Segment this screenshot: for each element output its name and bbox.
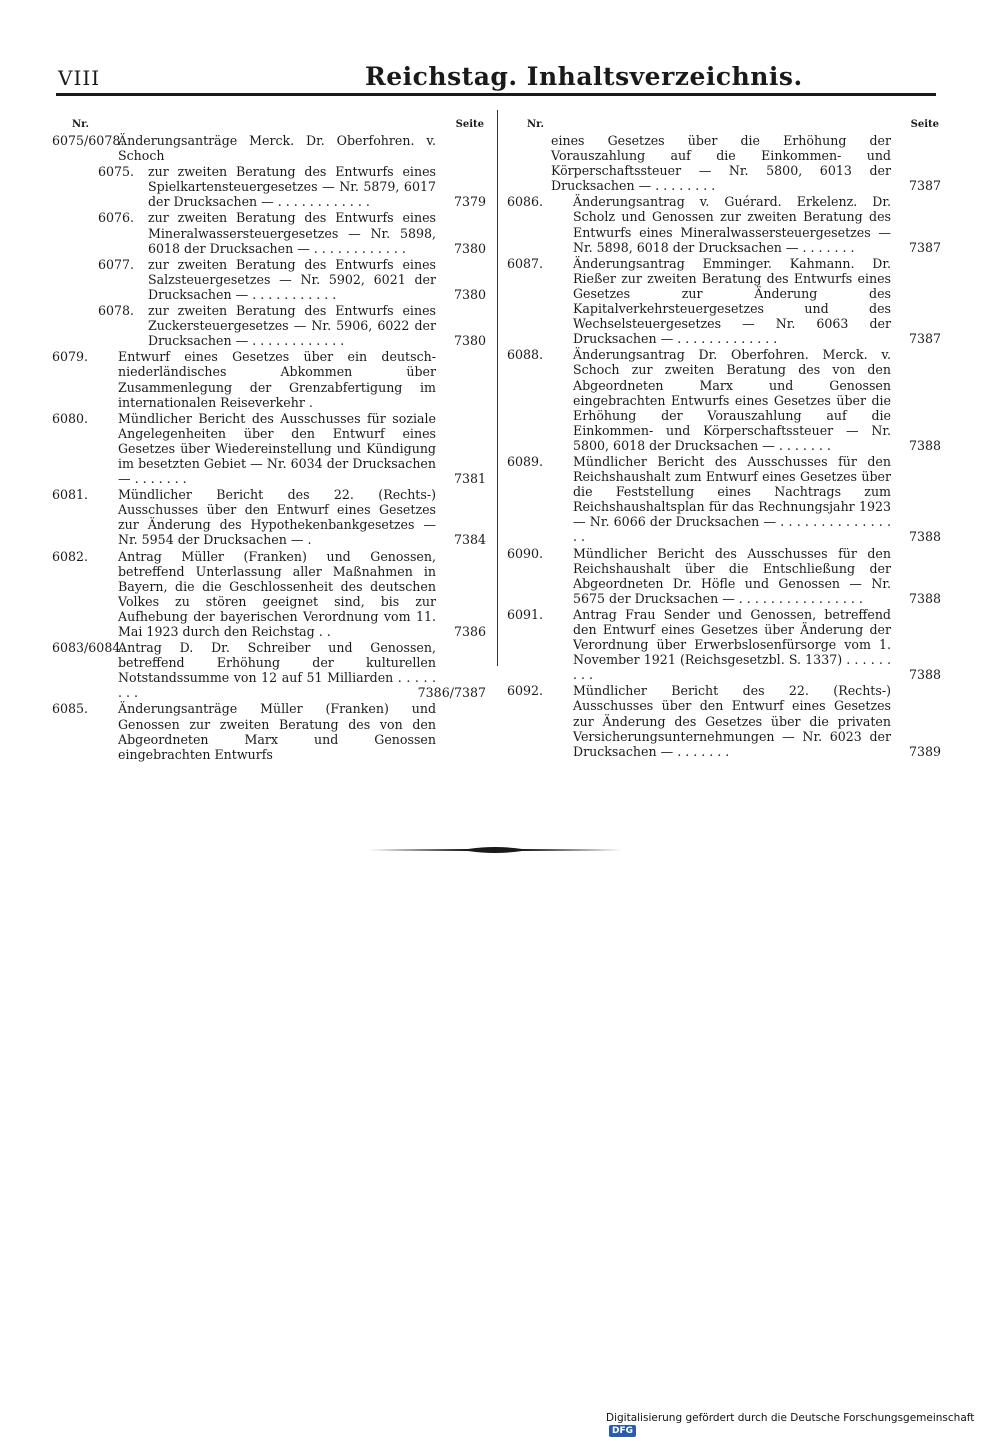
entry-number: 6085.: [52, 701, 89, 717]
nr-heading: Nr.: [72, 119, 89, 130]
entry-number: 6075.: [98, 164, 135, 180]
entry-text: Mündlicher Bericht des Ausschusses für soziale Angelegenheiten über den Entwurf eines Gesetzes über Wiedereinstellung und Kündigung im besetzten Gebiet — Nr. 6034 der Drucksachen — . . . . . . .: [118, 410, 436, 487]
toc-entry: [52, 701, 488, 761]
entry-page: 7380: [453, 286, 486, 302]
entry-number: 6082.: [52, 548, 89, 564]
entry-number: 6088.: [507, 347, 544, 363]
page-number: VIII: [58, 66, 101, 90]
entry-text: zur zweiten Beratung des Entwurfs eines Zuckersteuergesetzes — Nr. 5906, 6022 der Drucksachen — . . . . . . . . . . . .: [148, 303, 436, 349]
entry-text: Änderungsantrag Emminger. Kahmann. Dr. Rießer zur zweiten Beratung des Entwurfs eines Gesetzes zur Änderung des Kapitalverkehrsteuergesetzes und des Wechselsteuergesetzes — Nr. 6063 der Drucksachen — . . . . . . . . . . . . .: [573, 255, 891, 347]
entry-page: 7387: [908, 239, 941, 255]
entry-text: Mündlicher Bericht des 22. (Rechts-) Ausschusses über den Entwurf eines Gesetzes zur Änderung des Gesetzes über die privaten Versicherungsunternehmungen — Nr. 6023 der Drucksachen — . . . . . . .: [573, 683, 891, 759]
entry-text: Antrag Müller (Franken) und Genossen, betreffend Unterlassung aller Maßnahmen in Bayern, die die Geschlossenheit des deutschen Volkes zu stören geeignet sind, bis zur Aufhebung der bayerischen Verordnung vom 11. Mai 1923 durch den Reichstag . .: [118, 548, 436, 639]
dfg-logo: DFG: [609, 1425, 636, 1437]
entry-number: 6075/6078.: [52, 133, 125, 148]
left-column-heading: [52, 117, 488, 133]
entry-number: 6080.: [52, 410, 89, 426]
entry-number: 6092.: [507, 683, 544, 699]
entry-text: Antrag Frau Sender und Genossen, betreffend den Entwurf eines Gesetzes über Änderung der Verordnung über Erwerbslosenfürsorge vom 1. November 1921 (Reichsgesetzbl. S. 1337) . . . . . . . . .: [573, 606, 891, 683]
entry-page: 7379: [453, 194, 486, 210]
seite-heading: Seite: [455, 119, 484, 130]
left-entries: [52, 133, 488, 762]
toc-entry: [507, 256, 943, 347]
entry-number: 6090.: [507, 545, 544, 561]
entry-page: 7387: [908, 331, 941, 347]
column-divider: [497, 110, 498, 666]
toc-entry: [52, 549, 488, 640]
toc-entry: [52, 133, 488, 163]
toc-entry: [52, 257, 488, 302]
entry-text: zur zweiten Beratung des Entwurfs eines Spielkartensteuergesetzes — Nr. 5879, 6017 der Drucksachen — . . . . . . . . . . . .: [148, 164, 436, 210]
entry-page: 7381: [453, 471, 486, 487]
footer-text: Digitalisierung gefördert durch die Deutsche Forschungsgemeinschaft: [606, 1412, 975, 1424]
running-title: Reichstag. Inhaltsverzeichnis.: [365, 62, 803, 91]
entry-number: 6091.: [507, 606, 544, 622]
entry-page: 7386/7387: [417, 685, 486, 701]
entry-page: 7388: [908, 590, 941, 606]
entry-text: eines Gesetzes über die Erhöhung der Vorauszahlung auf die Einkommen- und Körperschaftssteuer — Nr. 5800, 6013 der Drucksachen — . . . . . . . .: [551, 133, 891, 194]
nr-heading: Nr.: [527, 119, 544, 130]
toc-entry: [52, 303, 488, 348]
toc-entry: [507, 194, 943, 254]
entry-number: 6079.: [52, 349, 89, 365]
entry-page: 7384: [453, 532, 486, 548]
entry-page: 7387: [908, 178, 941, 194]
entry-page: 7388: [908, 529, 941, 545]
entry-number: 6083/6084.: [52, 640, 125, 656]
entry-number: 6087.: [507, 255, 544, 271]
toc-entry: [52, 487, 488, 547]
toc-entry: [52, 164, 488, 209]
entry-text: Entwurf eines Gesetzes über ein deutsch-niederländisches Abkommen über Zusammenlegung der Grenzabfertigung im internationalen Reiseverkehr .: [118, 349, 436, 410]
entry-number: 6086.: [507, 194, 544, 210]
entry-number: 6076.: [98, 210, 135, 226]
right-column: [507, 117, 943, 760]
entry-text: Antrag D. Dr. Schreiber und Genossen, betreffend Erhöhung der kulturellen Notstandssumme von 12 auf 51 Milliarden . . . . . . . .: [118, 640, 436, 701]
entry-number: 6077.: [98, 256, 135, 272]
entry-page: 7380: [453, 333, 486, 349]
toc-entry: [507, 454, 943, 545]
toc-entry: [507, 133, 943, 193]
toc-entry: [507, 607, 943, 682]
entry-text: zur zweiten Beratung des Entwurfs eines Salzsteuergesetzes — Nr. 5902, 6021 der Drucksachen — . . . . . . . . . . .: [148, 256, 436, 302]
entry-text: Änderungsantrag v. Guérard. Erkelenz. Dr. Scholz und Genossen zur zweiten Beratung des Entwurfs eines Mineralwassersteuergesetzes — Nr. 5898, 6018 der Drucksachen — . . . . . . .: [573, 194, 891, 255]
seite-heading: Seite: [910, 119, 939, 130]
right-column-heading: [507, 117, 943, 133]
entry-page: 7388: [908, 437, 941, 453]
entry-text: zur zweiten Beratung des Entwurfs eines Mineralwassersteuergesetzes — Nr. 5898, 6018 der Drucksachen — . . . . . . . . . . . .: [148, 210, 436, 256]
toc-entry: [52, 640, 488, 700]
header-rule: [56, 93, 936, 96]
entry-number: 6089.: [507, 453, 544, 469]
toc-entry: [52, 411, 488, 486]
entry-text: Mündlicher Bericht des 22. (Rechts-) Ausschusses über den Entwurf eines Gesetzes zur Änderung des Hypothekenbankgesetzes — Nr. 5954 der Drucksachen — .: [118, 487, 436, 548]
right-entries: [507, 133, 943, 759]
entry-text: Änderungsanträge Merck. Dr. Oberfohren. v. Schoch: [118, 133, 436, 164]
entry-page: 7380: [453, 240, 486, 256]
entry-text: Mündlicher Bericht des Ausschusses für den Reichshaushalt zum Entwurf eines Gesetzes über die Feststellung eines Nachtrags zum Reichshaushaltsplan für das Rechnungsjahr 1923 — Nr. 6066 der Drucksachen — . . . . . . . . . . . . . . . .: [573, 453, 891, 545]
entry-page: 7388: [908, 667, 941, 683]
entry-text: Änderungsantrag Dr. Oberfohren. Merck. v. Schoch zur zweiten Beratung des von den Abgeordneten Marx und Genossen eingebrachten Entwurfs eines Gesetzes über die Erhöhung der Vorauszahlung auf die Einkommen- und Körperschaftssteuer — Nr. 5800, 6018 der Drucksachen — . . . . . . .: [573, 347, 891, 453]
left-column: [52, 117, 488, 763]
end-ornament: [368, 845, 622, 855]
toc-entry: [507, 683, 943, 758]
entry-number: 6078.: [98, 303, 135, 319]
toc-entry: [507, 347, 943, 453]
toc-entry: [52, 210, 488, 255]
toc-entry: [52, 349, 488, 409]
entry-page: 7386: [453, 624, 486, 639]
entry-text: Änderungsanträge Müller (Franken) und Genossen zur zweiten Beratung des von den Abgeordneten Marx und Genossen eingebrachten Entwurfs: [118, 701, 436, 762]
entry-page: 7389: [908, 743, 941, 759]
footer: [606, 1412, 1000, 1437]
toc-entry: [507, 546, 943, 606]
entry-text: Mündlicher Bericht des Ausschusses für den Reichshaushalt über die Entschließung der Abgeordneten Dr. Höfle und Genossen — Nr. 5675 der Drucksachen — . . . . . . . . . . . . . . . .: [573, 545, 891, 606]
entry-number: 6081.: [52, 487, 89, 503]
